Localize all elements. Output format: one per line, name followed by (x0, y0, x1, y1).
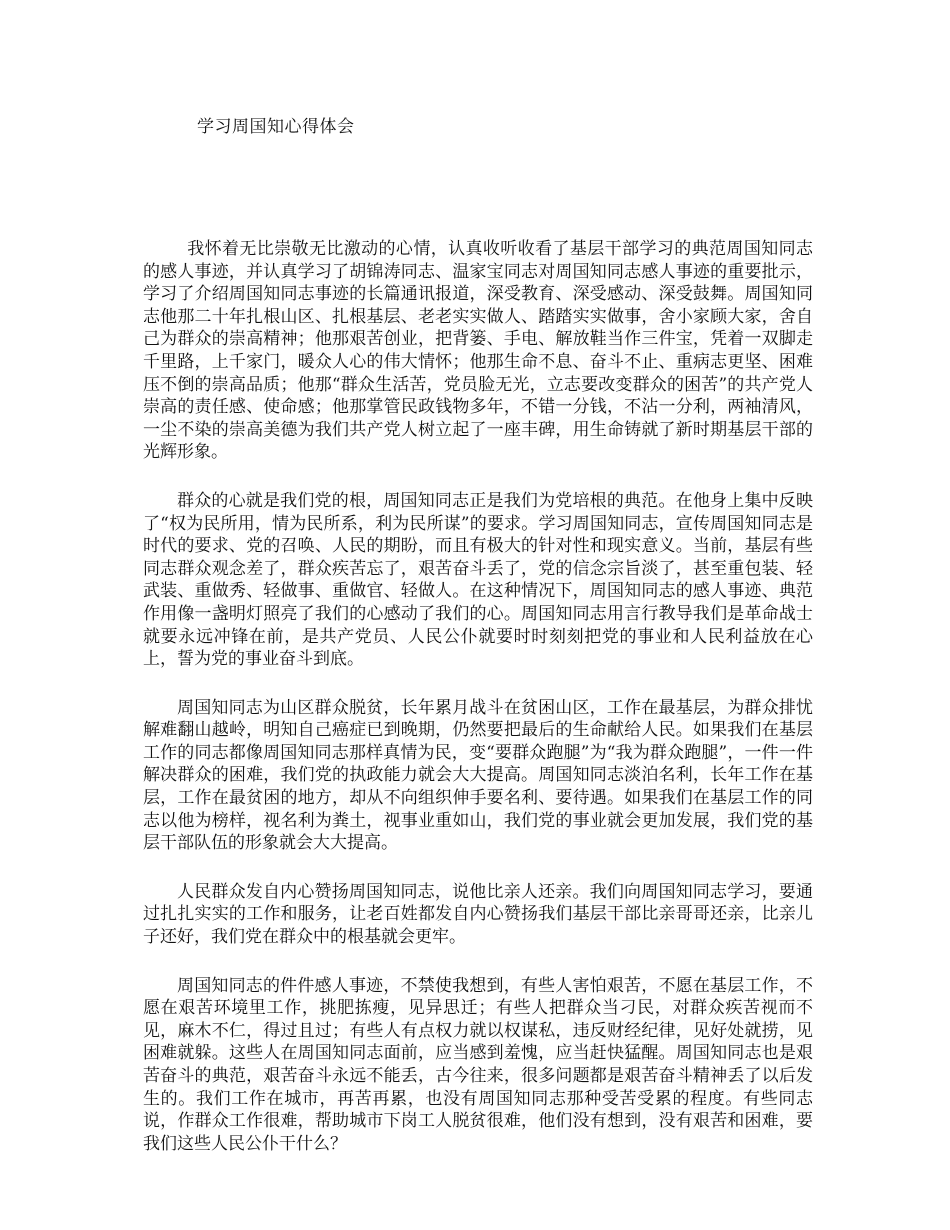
paragraph-5: 周国知同志的件件感人事迹，不禁使我想到，有些人害怕艰苦，不愿在基层工作，不愿在艰苦环境里工作，挑肥拣瘦，见异思迁；有些人把群众当刁民，对群众疾苦视而不见，麻木不仁，得过且过；有些人有点权力就以权谋私，违反财经纪律，见好处就捞，见困难就躲。这些人在周国知同志面前，应当感到羞愧，应当赶快猛醒。周国知同志也是艰苦奋斗的典范，艰苦奋斗永远不能丢，古今往来，很多问题都是艰苦奋斗精神丢了以后发生的。我们工作在城市，再苦再累，也没有周国知同志那种受苦受累的程度。有些同志说，作群众工作很难，帮助城市下岗工人脱贫很难，他们没有想到，没有艰苦和困难，要我们这些人民公仆干什么？ (143, 975, 813, 1154)
paragraph-3: 周国知同志为山区群众脱贫，长年累月战斗在贫困山区，工作在最基层，为群众排忧解难翻山越岭，明知自己癌症已到晚期，仍然要把最后的生命献给人民。如果我们在基层工作的同志都像周国知同志那样真情为民，变“要群众跑腿”为“我为群众跑腿”，一件一件解决群众的困难，我们党的执政能力就会大大提高。周国知同志淡泊名利，长年工作在基层，工作在最贫困的地方，却从不向组织伸手要名利、要待遇。如果我们在基层工作的同志以他为榜样，视名利为粪土，视事业重如山，我们党的事业就会更加发展，我们党的基层干部队伍的形象就会大大提高。 (143, 697, 813, 854)
document-title: 学习周国知心得体会 (197, 117, 355, 137)
paragraph-2: 群众的心就是我们党的根，周国知同志正是我们为党培根的典范。在他身上集中反映了“权为民所用，情为民所系，利为民所谋”的要求。学习周国知同志，宣传周国知同志是时代的要求、党的召唤、人民的期盼，而且有极大的针对性和现实意义。当前，基层有些同志群众观念差了，群众疾苦忘了，艰苦奋斗丢了，党的信念宗旨淡了，甚至重包装、轻武装、重做秀、轻做事、重做官、轻做人。在这种情况下，周国知同志的感人事迹、典范作用像一盏明灯照亮了我们的心感动了我们的心。周国知同志用言行教导我们是革命战士就要永远冲锋在前，是共产党员、人民公仆就要时时刻刻把党的事业和人民利益放在心上，誓为党的事业奋斗到底。 (143, 490, 813, 670)
paragraph-1: 我怀着无比崇敬无比激动的心情，认真收听收看了基层干部学习的典范周国知同志的感人事迹，并认真学习了胡锦涛同志、温家宝同志对周国知同志感人事迹的重要批示，学习了介绍周国知同志事迹的长篇通讯报道，深受教育、深受感动、深受鼓舞。周国知同志他那二十年扎根山区、扎根基层、老老实实做人、踏踏实实做事，舍小家顾大家，舍自己为群众的崇高精神；他那艰苦创业，把背篓、手电、解放鞋当作三件宝，凭着一双脚走千里路，上千家门，暖众人心的伟大情怀；他那生命不息、奋斗不止、重病志更坚、困难压不倒的崇高品质；他那“群众生活苦，党员脸无光，立志要改变群众的困苦”的共产党人崇高的责任感、使命感；他那掌管民政钱物多年，不错一分钱，不沾一分利，两袖清风，一尘不染的崇高美德为我们共产党人树立起了一座丰碑，用生命铸就了新时期基层干部的光辉形象。 (143, 239, 813, 463)
paragraph-4: 人民群众发自内心赞扬周国知同志，说他比亲人还亲。我们向周国知同志学习，要通过扎扎实实的工作和服务，让老百姓都发自内心赞扬我们基层干部比亲哥哥还亲，比亲儿子还好，我们党在群众中的根基就会更牢。 (143, 881, 813, 948)
document-body (143, 238, 813, 1181)
